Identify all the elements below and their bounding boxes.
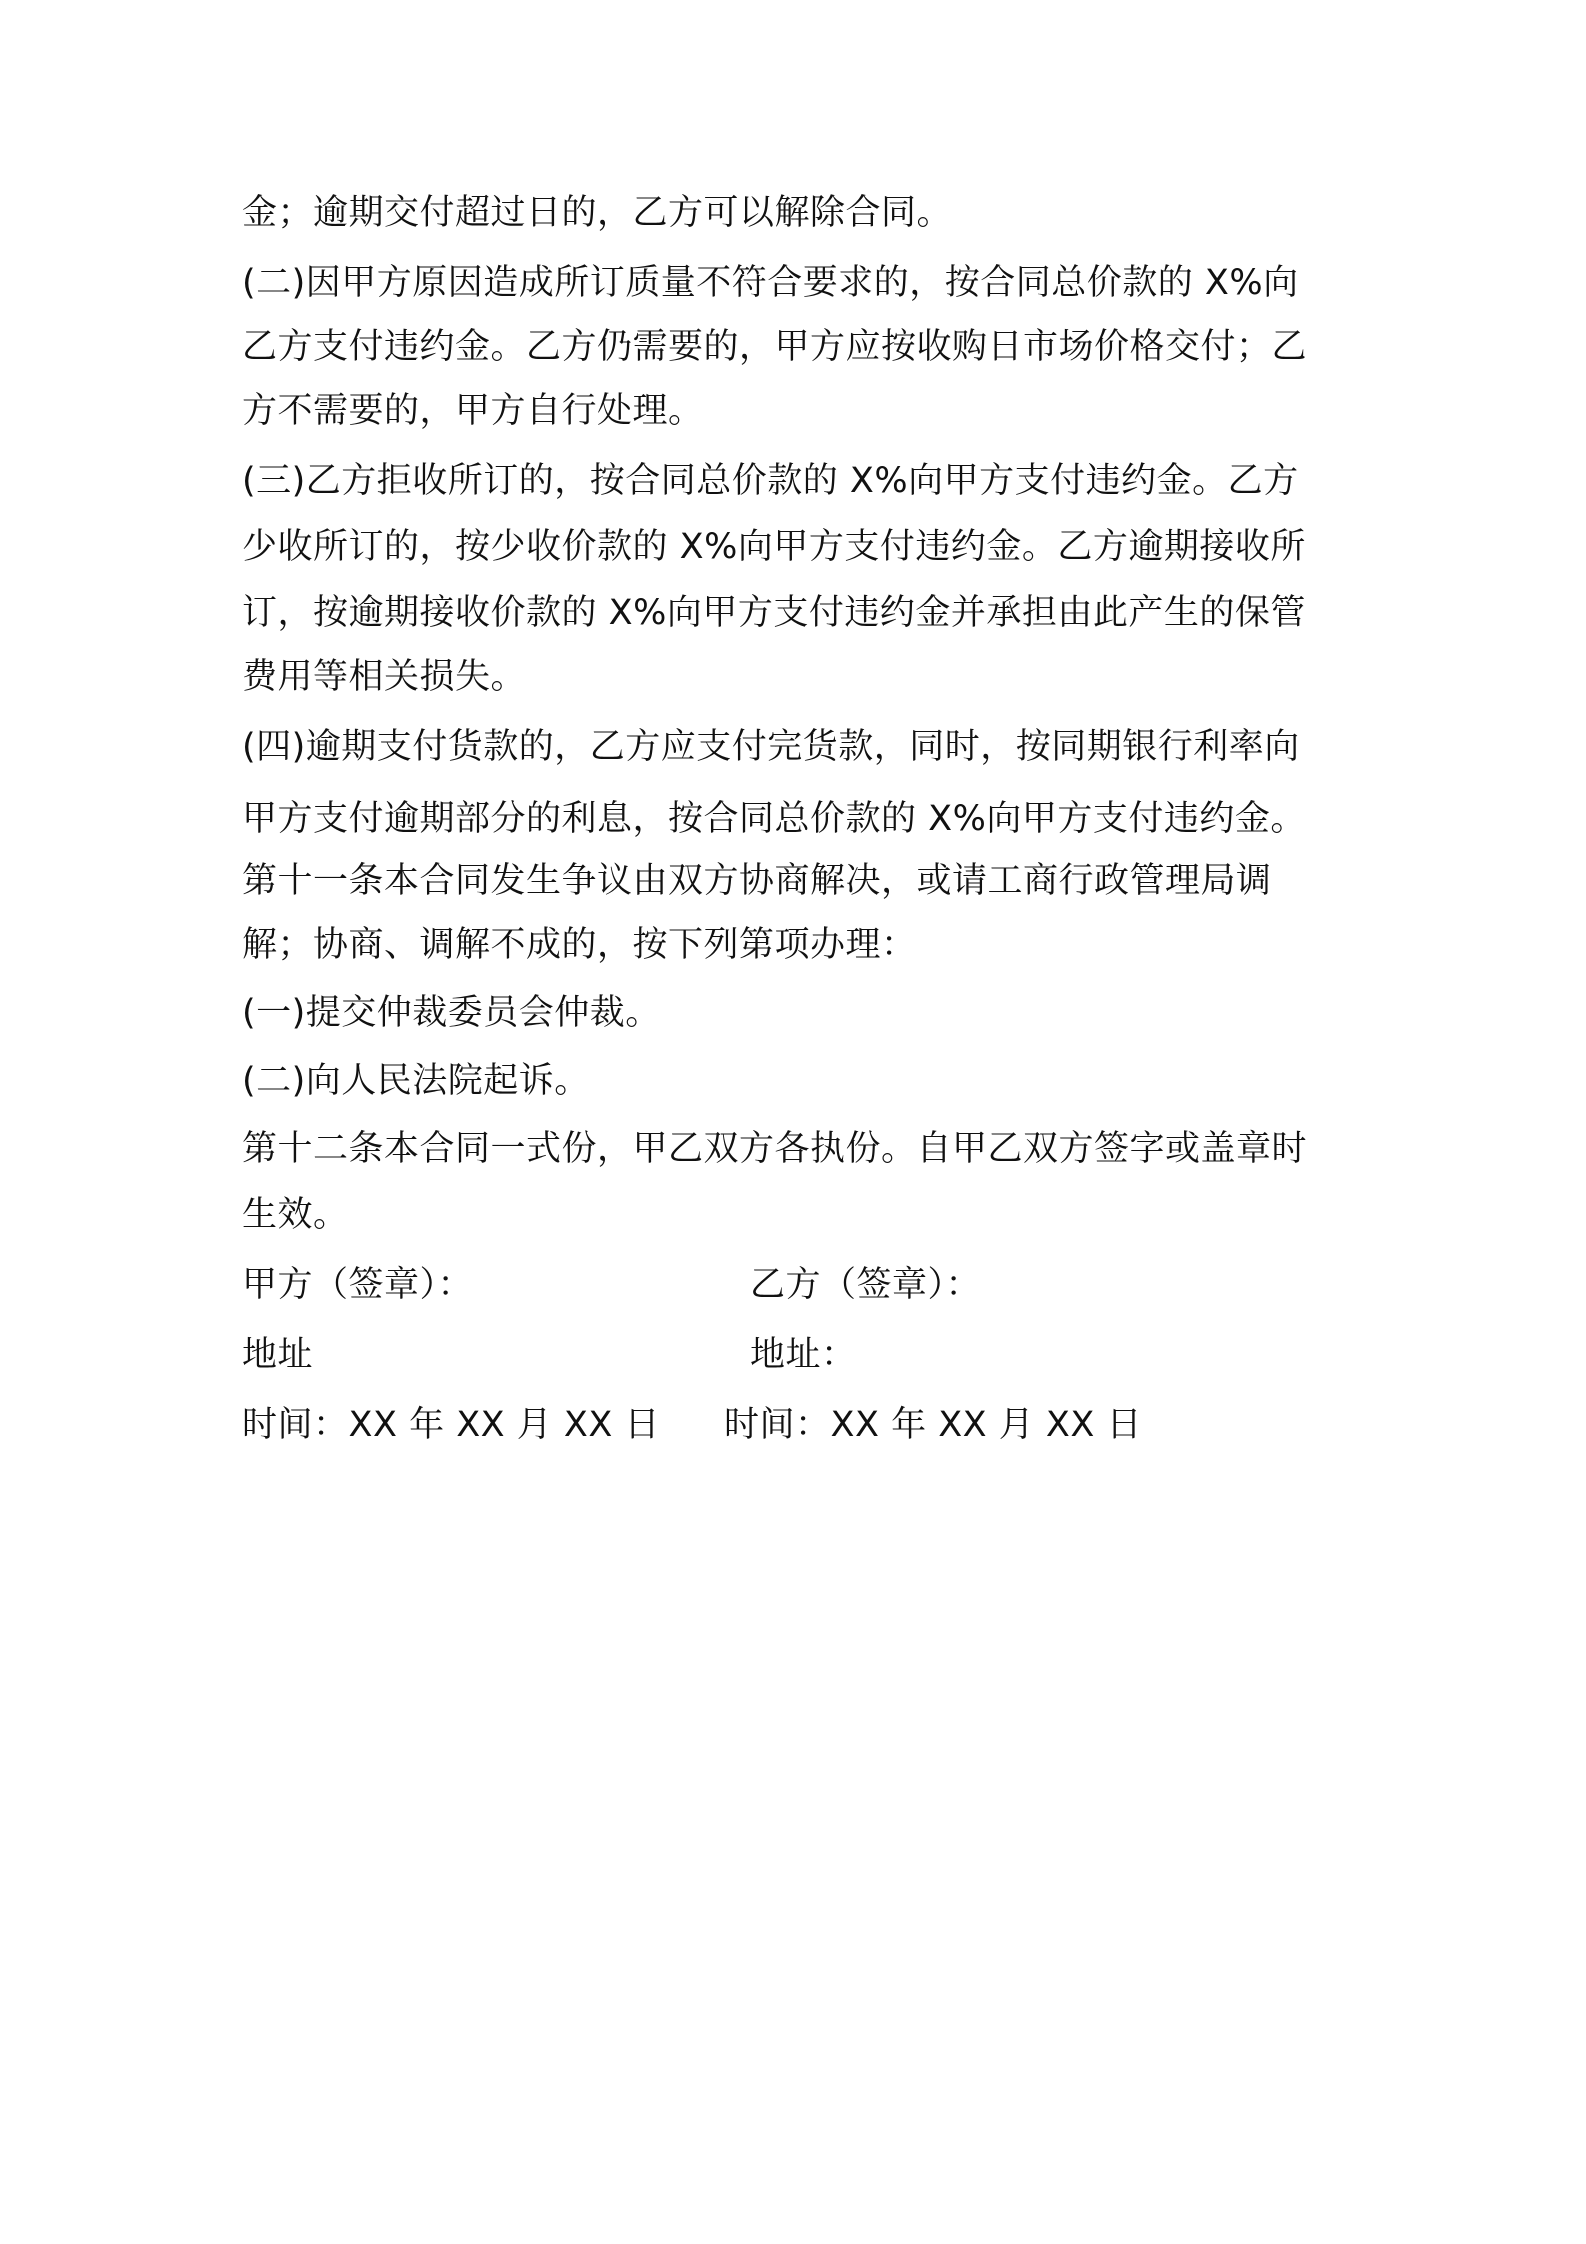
text-line: 金；逾期交付超过日的，乙方可以解除合同。	[242, 193, 953, 233]
text-line: 甲方支付逾期部分的利息，按合同总价款的 X%向甲方支付违约金。	[242, 799, 1306, 839]
text-line: 乙方支付违约金。乙方仍需要的，甲方应按收购日市场价格交付；乙	[242, 327, 1308, 367]
party-b-sign-label: 乙方（签章）：	[750, 1265, 982, 1305]
text-line: 费用等相关损失。	[242, 657, 527, 697]
party-a-date-label: 时间：XX 年 XX 月 XX 日	[242, 1405, 660, 1445]
text-line: 解；协商、调解不成的，按下列第项办理：	[242, 925, 917, 965]
address-row	[242, 1332, 1362, 1378]
party-b-date-label: 时间：XX 年 XX 月 XX 日	[724, 1405, 1142, 1445]
party-b-address-label: 地址：	[750, 1335, 857, 1375]
text-line: 第十一条本合同发生争议由双方协商解决，或请工商行政管理局调	[242, 861, 1272, 901]
text-line: 生效。	[242, 1195, 349, 1235]
text-line: (二)因甲方原因造成所订质量不符合要求的，按合同总价款的 X%向	[242, 263, 1299, 303]
text-line: (三)乙方拒收所订的，按合同总价款的 X%向甲方支付违约金。乙方	[242, 461, 1299, 501]
document-body	[242, 190, 1362, 1448]
signature-row	[242, 1262, 1362, 1308]
date-row	[242, 1402, 1362, 1448]
text-line: 第十二条本合同一式份，甲乙双方各执份。自甲乙双方签字或盖章时	[242, 1129, 1308, 1169]
text-line: 少收所订的，按少收价款的 X%向甲方支付违约金。乙方逾期接收所	[242, 527, 1306, 567]
text-line: 订，按逾期接收价款的 X%向甲方支付违约金并承担由此产生的保管	[242, 593, 1306, 633]
party-a-sign-label: 甲方（签章）：	[242, 1265, 474, 1305]
text-line: (二)向人民法院起诉。	[242, 1061, 590, 1101]
text-line: (一)提交仲裁委员会仲裁。	[242, 993, 661, 1033]
party-a-address-label: 地址	[242, 1335, 314, 1375]
text-line: (四)逾期支付货款的，乙方应支付完货款，同时，按同期银行利率向	[242, 727, 1300, 767]
text-line: 方不需要的，甲方自行处理。	[242, 391, 704, 431]
